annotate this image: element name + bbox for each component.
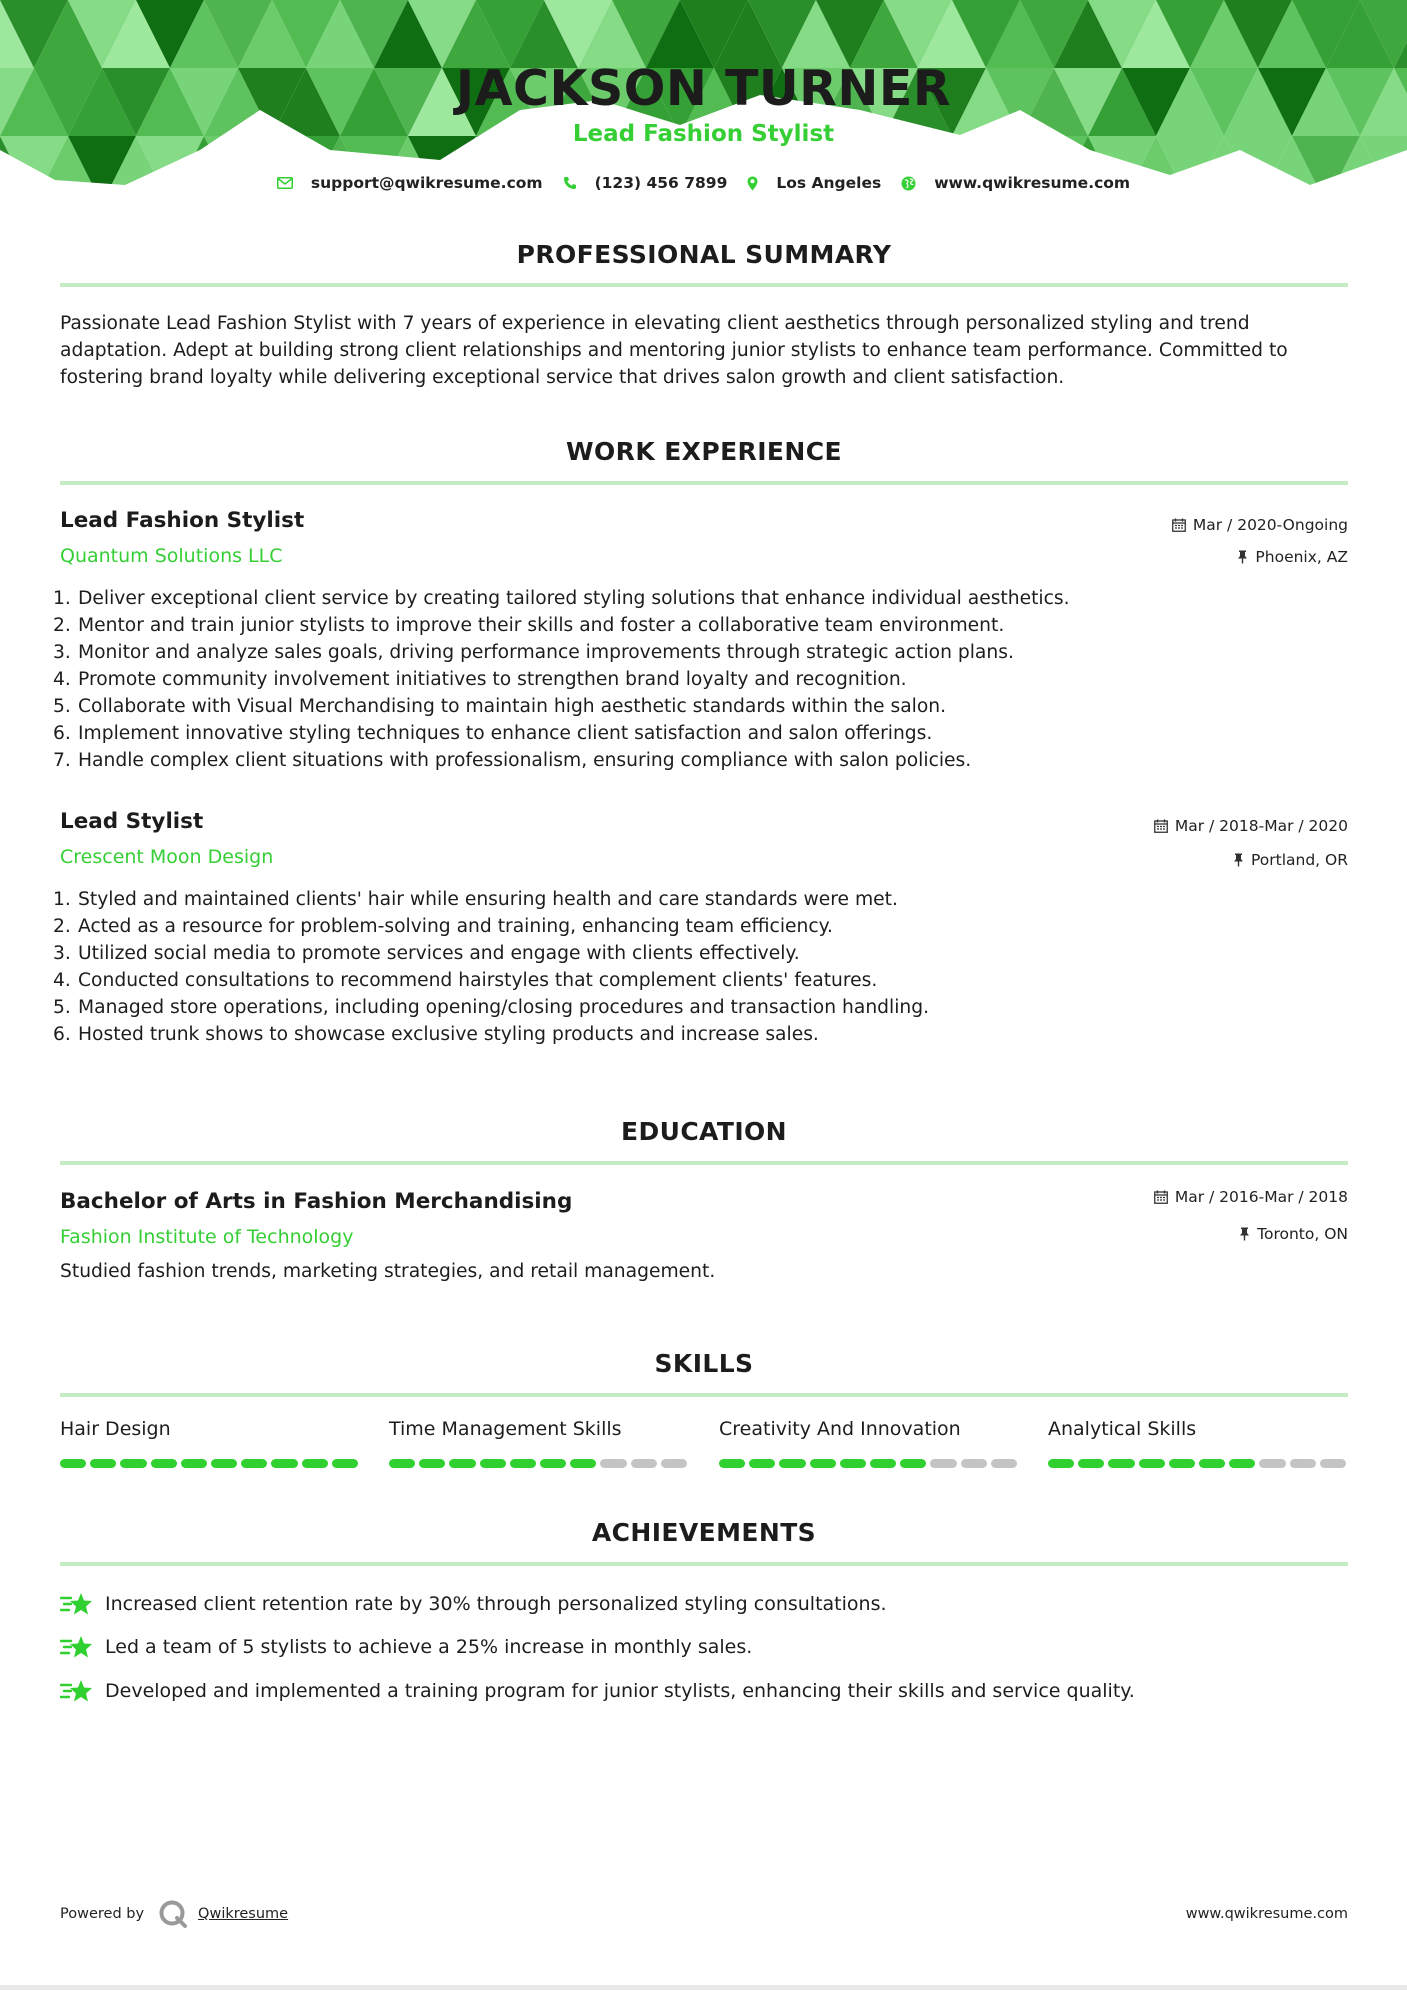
skill-segment-filled xyxy=(719,1459,745,1468)
education-location xyxy=(1239,1225,1348,1243)
skill-rating-bar xyxy=(1048,1459,1348,1468)
skill-segment-filled xyxy=(870,1459,896,1468)
achievement-item xyxy=(60,1634,752,1660)
job-dates xyxy=(1172,516,1348,534)
skill-segment-filled xyxy=(1078,1459,1104,1468)
job-title: Lead Stylist xyxy=(60,809,204,834)
location-text: Toronto, ON xyxy=(1257,1225,1348,1243)
qwikresume-link[interactable]: Qwikresume xyxy=(198,1906,289,1922)
skill-segment-filled xyxy=(90,1459,116,1468)
pin-icon xyxy=(1239,1227,1250,1241)
skill-rating-bar xyxy=(389,1459,689,1468)
company-name: Crescent Moon Design xyxy=(60,846,274,868)
section-title-achievements: ACHIEVEMENTS xyxy=(591,1518,817,1547)
bullet-item xyxy=(53,967,1353,994)
bullet-text: Implement innovative styling techniques to enhance client satisfaction and salon offerings. xyxy=(78,723,933,744)
skill-segment-filled xyxy=(840,1459,866,1468)
skill-rating-bar xyxy=(60,1459,360,1468)
contact-bar xyxy=(0,174,1407,192)
location-text: Los Angeles xyxy=(776,174,882,192)
achievement-item xyxy=(60,1678,1135,1704)
candidate-role: Lead Fashion Stylist xyxy=(572,121,835,147)
bullet-text: Utilized social media to promote services and engage with clients effectively. xyxy=(78,943,800,964)
skill-segment-filled xyxy=(510,1459,536,1468)
bullet-text: Handle complex client situations with professionalism, ensuring compliance with salon policies. xyxy=(78,750,972,771)
bullet-item xyxy=(53,693,1353,720)
bullet-text: Hosted trunk shows to showcase exclusive styling products and increase sales. xyxy=(78,1024,819,1045)
skill-segment-empty xyxy=(1320,1459,1346,1468)
skill-rating-bar xyxy=(719,1459,1019,1468)
calendar-icon xyxy=(1154,1190,1168,1204)
dates-text: Mar / 2018-Mar / 2020 xyxy=(1174,817,1348,835)
skill-segment-empty xyxy=(1290,1459,1316,1468)
skill-segment-filled xyxy=(302,1459,328,1468)
section-title-education: EDUCATION xyxy=(620,1117,787,1146)
bullet-number: 6. xyxy=(53,1024,71,1045)
skill-segment-filled xyxy=(389,1459,415,1468)
pin-icon xyxy=(1233,853,1244,867)
skill-segment-filled xyxy=(1199,1459,1225,1468)
bullet-number: 7. xyxy=(53,750,71,771)
company-name: Quantum Solutions LLC xyxy=(60,545,283,567)
job-location xyxy=(1237,548,1348,566)
location-text: Portland, OR xyxy=(1250,851,1348,869)
section-title-skills: SKILLS xyxy=(654,1349,754,1378)
skill-segment-filled xyxy=(181,1459,207,1468)
email-text: support@qwikresume.com xyxy=(310,174,543,192)
footer-website[interactable]: www.qwikresume.com xyxy=(1185,1906,1348,1922)
skill-segment-filled xyxy=(271,1459,297,1468)
contact-website[interactable] xyxy=(901,174,1130,192)
bullet-item xyxy=(53,747,1353,774)
footer-powered-by xyxy=(60,1899,288,1929)
skill-segment-filled xyxy=(241,1459,267,1468)
bullet-item xyxy=(53,994,1353,1021)
job-title: Lead Fashion Stylist xyxy=(60,508,305,533)
degree-title: Bachelor of Arts in Fashion Merchandising xyxy=(60,1189,573,1214)
bullet-number: 1. xyxy=(53,588,71,609)
skill-segment-filled xyxy=(1169,1459,1195,1468)
location-text: Phoenix, AZ xyxy=(1255,548,1348,566)
skill-segment-filled xyxy=(480,1459,506,1468)
dates-text: Mar / 2016-Mar / 2018 xyxy=(1174,1188,1348,1206)
bullet-item xyxy=(53,666,1353,693)
section-divider xyxy=(60,1161,1348,1165)
bullet-number: 2. xyxy=(53,615,71,636)
pin-icon xyxy=(1237,550,1248,564)
shooting-star-icon xyxy=(60,1678,93,1704)
school-name: Fashion Institute of Technology xyxy=(60,1226,354,1248)
contact-email[interactable] xyxy=(277,174,543,192)
map-pin-icon xyxy=(747,176,758,191)
candidate-name: JACKSON TURNER xyxy=(455,60,952,117)
summary-text: Passionate Lead Fashion Stylist with 7 years of experience in elevating client aesthetics through personalized styling and trend adaptation. Adept at building strong client relationships and mentoring junior stylists to enhance team performance. Committed to fostering brand loyalty while delivering exceptional service that drives salon growth and client satisfaction. xyxy=(60,313,1288,388)
bullet-item xyxy=(53,612,1353,639)
website-text: www.qwikresume.com xyxy=(934,174,1131,192)
skill-segment-filled xyxy=(1229,1459,1255,1468)
education-description: Studied fashion trends, marketing strategies, and retail management. xyxy=(60,1261,716,1282)
bullet-text: Collaborate with Visual Merchandising to maintain high aesthetic standards within the salon. xyxy=(78,696,947,717)
bullet-number: 3. xyxy=(53,642,71,663)
skill-segment-empty xyxy=(961,1459,987,1468)
bullet-number: 5. xyxy=(53,997,71,1018)
bullet-number: 4. xyxy=(53,970,71,991)
education-dates xyxy=(1154,1188,1348,1206)
section-divider xyxy=(60,1393,1348,1397)
bullet-text: Mentor and train junior stylists to improve their skills and foster a collaborative team environment. xyxy=(78,615,1005,636)
job-bullets xyxy=(53,886,1353,1048)
bullet-text: Conducted consultations to recommend hairstyles that complement clients' features. xyxy=(78,970,878,991)
phone-text: (123) 456 7899 xyxy=(594,174,728,192)
section-title-summary: PROFESSIONAL SUMMARY xyxy=(516,240,892,269)
skill-segment-empty xyxy=(930,1459,956,1468)
skill-segment-filled xyxy=(419,1459,445,1468)
bullet-number: 2. xyxy=(53,916,71,937)
bullet-item xyxy=(53,639,1353,666)
section-divider xyxy=(60,1562,1348,1566)
section-title-experience: WORK EXPERIENCE xyxy=(566,437,842,466)
bullet-item xyxy=(53,913,1353,940)
section-divider xyxy=(60,481,1348,485)
skill-segment-filled xyxy=(332,1459,358,1468)
bullet-item xyxy=(53,1021,1353,1048)
skill-name: Time Management Skills xyxy=(389,1418,622,1440)
phone-icon xyxy=(563,176,577,190)
skill-segment-filled xyxy=(540,1459,566,1468)
bullet-number: 5. xyxy=(53,696,71,717)
skill-segment-filled xyxy=(120,1459,146,1468)
achievement-text: Developed and implemented a training program for junior stylists, enhancing their skills and service quality. xyxy=(105,1680,1135,1702)
bullet-item xyxy=(53,886,1353,913)
achievement-text: Led a team of 5 stylists to achieve a 25% increase in monthly sales. xyxy=(105,1636,753,1658)
skill-name: Analytical Skills xyxy=(1048,1418,1197,1440)
skill-segment-empty xyxy=(631,1459,657,1468)
bullet-item xyxy=(53,585,1353,612)
skill-item xyxy=(719,1418,1019,1468)
achievement-item xyxy=(60,1591,887,1617)
calendar-icon xyxy=(1154,819,1168,833)
contact-phone[interactable] xyxy=(563,174,728,192)
skill-segment-filled xyxy=(779,1459,805,1468)
skill-segment-filled xyxy=(151,1459,177,1468)
skill-segment-empty xyxy=(600,1459,626,1468)
globe-icon xyxy=(901,176,916,191)
powered-by-label: Powered by xyxy=(60,1906,145,1922)
bullet-number: 3. xyxy=(53,943,71,964)
bullet-item xyxy=(53,720,1353,747)
bullet-text: Acted as a resource for problem-solving and training, enhancing team efficiency. xyxy=(78,916,833,937)
skill-item xyxy=(1048,1418,1348,1468)
skill-segment-filled xyxy=(1048,1459,1074,1468)
bullet-text: Managed store operations, including opening/closing procedures and transaction handling. xyxy=(78,997,930,1018)
dates-text: Mar / 2020-Ongoing xyxy=(1192,516,1348,534)
skill-segment-filled xyxy=(1139,1459,1165,1468)
shooting-star-icon xyxy=(60,1591,93,1617)
job-location xyxy=(1233,851,1348,869)
bullet-text: Monitor and analyze sales goals, driving performance improvements through strategic action plans. xyxy=(78,642,1014,663)
bullet-text: Promote community involvement initiatives to strengthen brand loyalty and recognition. xyxy=(78,669,907,690)
skill-name: Hair Design xyxy=(60,1418,171,1440)
skill-segment-empty xyxy=(661,1459,687,1468)
bullet-item xyxy=(53,940,1353,967)
page-bottom-edge xyxy=(0,1985,1407,1990)
skill-segment-empty xyxy=(991,1459,1017,1468)
skill-segment-filled xyxy=(449,1459,475,1468)
achievement-text: Increased client retention rate by 30% through personalized styling consultations. xyxy=(105,1593,887,1615)
qwikresume-logo-icon xyxy=(158,1899,188,1929)
skill-item xyxy=(60,1418,360,1468)
skill-segment-filled xyxy=(60,1459,86,1468)
skill-name: Creativity And Innovation xyxy=(719,1418,961,1440)
bullet-number: 1. xyxy=(53,889,71,910)
skill-segment-empty xyxy=(1259,1459,1285,1468)
contact-location xyxy=(747,174,881,192)
skill-item xyxy=(389,1418,689,1468)
job-dates xyxy=(1154,817,1348,835)
bullet-number: 4. xyxy=(53,669,71,690)
skill-segment-filled xyxy=(749,1459,775,1468)
skill-segment-filled xyxy=(570,1459,596,1468)
bullet-text: Styled and maintained clients' hair while ensuring health and care standards were met. xyxy=(78,889,898,910)
skill-segment-filled xyxy=(211,1459,237,1468)
skill-segment-filled xyxy=(1108,1459,1134,1468)
skill-segment-filled xyxy=(810,1459,836,1468)
shooting-star-icon xyxy=(60,1634,93,1660)
bullet-text: Deliver exceptional client service by creating tailored styling solutions that enhance individual aesthetics. xyxy=(78,588,1070,609)
calendar-icon xyxy=(1172,518,1186,532)
skill-segment-filled xyxy=(900,1459,926,1468)
job-bullets xyxy=(53,585,1353,774)
envelope-icon xyxy=(277,177,293,189)
section-divider xyxy=(60,283,1348,287)
bullet-number: 6. xyxy=(53,723,71,744)
